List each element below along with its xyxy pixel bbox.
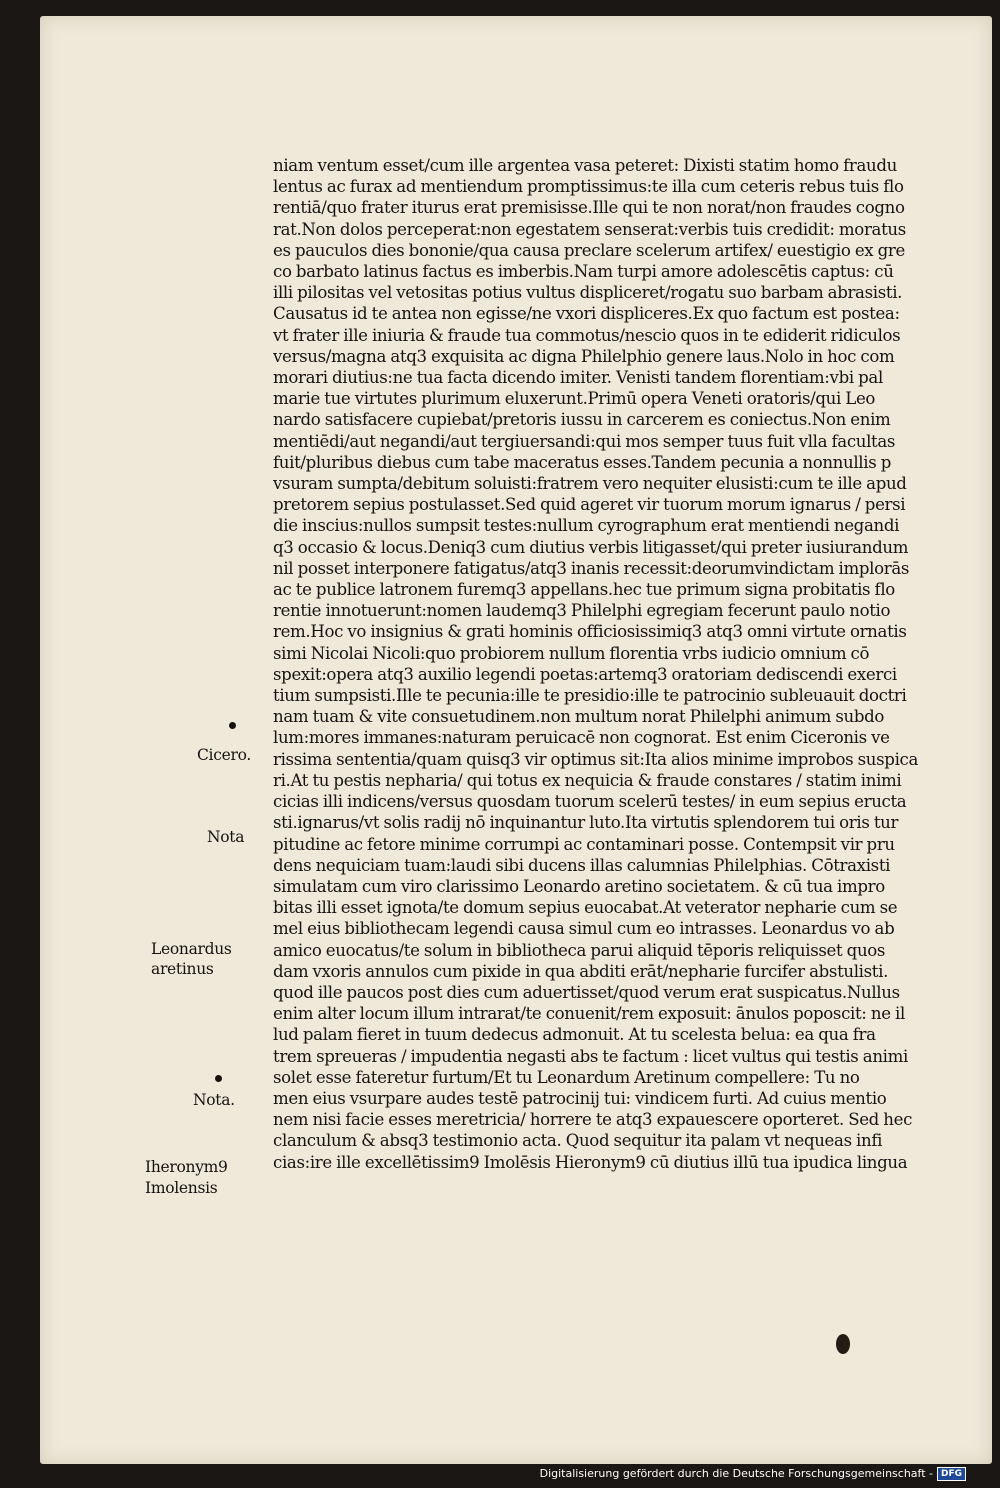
text-line: rissima sententia/quam quisq3 vir optimus sit:Ita alios minime improbos suspica: [273, 749, 919, 769]
text-line: q3 occasio & locus.Deniq3 cum diutius verbis litigasset/qui preter iusiurandum: [273, 537, 909, 557]
margin-note-imolensis: Imolensis: [145, 1179, 218, 1197]
text-line: nil posset interponere fatigatus/atq3 inanis recessit:deorumvindictam implorās: [273, 558, 910, 578]
text-line: rem.Hoc vo insignius & grati hominis officiosissimiq3 atq3 omni virtute ornatis: [273, 622, 907, 642]
text-line: rentiā/quo frater iturus erat premisisse.Ille qui te non norat/non fraudes cogno: [273, 198, 905, 218]
margin-note-nota: Nota: [207, 828, 245, 846]
text-line: Causatus id te antea non egisse/ne vxori displiceres.Ex quo factum est postea:: [273, 304, 900, 324]
margin-note-leonardus: Leonardus: [151, 940, 232, 958]
text-line: enim alter locum illum intrarat/te conuenit/rem exposuit: ānulos poposcit: ne il: [273, 1004, 905, 1024]
text-line: dam vxoris annulos cum pixide in qua abditi erāt/nepharie furcifer abstulisti.: [273, 961, 889, 981]
text-line: lud palam fieret in tuum dedecus admonuit. At tu scelesta belua: ea qua fra: [273, 1025, 876, 1045]
text-line: trem spreueras / impudentia negasti abs te factum : licet vultus qui testis animi: [273, 1046, 908, 1066]
text-line: simulatam cum viro clarissimo Leonardo aretino societatem. & cū tua impro: [273, 876, 885, 896]
margin-note-hieronymus: Iheronym9: [145, 1158, 228, 1176]
text-line: rentie innotuerunt:nomen laudemq3 Philelphi egregiam fecerunt paulo notio: [273, 601, 891, 621]
text-line: rat.Non dolos perceperat:non egestatem senserat:verbis tuis credidit: moratus: [273, 219, 906, 239]
text-line: illi pilositas vel vetositas potius vultus displiceret/rogatu suo barbam abrasisti.: [273, 283, 903, 303]
ink-blot-mark: [836, 1334, 850, 1354]
text-line: lum:mores immanes:naturam peruicacē non cognorat. Est enim Ciceronis ve: [273, 728, 890, 748]
margin-note-aretinus: aretinus: [151, 960, 214, 978]
footer-credit: [540, 1467, 966, 1481]
text-line: fuit/pluribus diebus cum tabe maceratus esses.Tandem pecunia a nonnullis p: [273, 452, 891, 472]
text-line: simi Nicolai Nicoli:quo probiorem nullum florentia vrbs iudicio omnium cō: [273, 643, 870, 663]
text-line: vt frater ille iniuria & fraude tua commotus/nescio quos in te ediderit ridiculos: [273, 325, 901, 345]
margin-note-cicero: Cicero.: [197, 746, 251, 764]
text-line: quod ille paucos post dies cum aduertisset/quod verum erat suspicatus.Nullus: [273, 982, 900, 1002]
text-line: niam ventum esset/cum ille argentea vasa peteret: Dixisti statim homo fraudu: [273, 156, 898, 175]
text-line: clanculum & absq3 testimonio acta. Quod sequitur ita palam vt nequeas infi: [273, 1131, 883, 1151]
footer-text: Digitalisierung gefördert durch die Deutsche Forschungsgemeinschaft -: [539, 1467, 933, 1480]
text-line: marie tue virtutes plurimum eluxerunt.Primū opera Veneti oratoris/qui Leo: [273, 389, 876, 409]
text-line: tium sumpsisti.Ille te pecunia:ille te presidio:ille te patrocinio subleuauit doctri: [273, 686, 907, 706]
text-line: cicias illi indicens/versus quosdam tuorum scelerū testes/ in eum sepius eructa: [273, 792, 907, 812]
dfg-logo: DFG: [937, 1467, 966, 1481]
text-line: versus/magna atq3 exquisita ac digna Philelphio genere laus.Nolo in hoc com: [273, 346, 895, 366]
text-line: die inscius:nullos sumpsit testes:nullum cyrographum erat mentiendi negandi: [273, 516, 900, 536]
text-line: nam tuam & vite consuetudinem.non multum norat Philelphi animum subdo: [273, 707, 885, 727]
text-line: vsuram sumpta/debitum soluisti:fratrem vero nequiter elusisti:cum te ille apud: [273, 474, 907, 494]
text-line: nardo satisfacere cupiebat/pretoris iussu in carcerem es coniectus.Non enim: [273, 410, 891, 430]
text-line: co barbato latinus factus es imberbis.Nam turpi amore adolescētis captus: cū: [273, 262, 894, 282]
text-line: spexit:opera atq3 auxilio legendi poetas:artemq3 oratoriam dediscendi exerci: [273, 664, 897, 684]
text-line: lentus ac furax ad mentiendum promptissimus:te illa cum ceteris rebus tuis flo: [273, 177, 904, 197]
text-line: sti.ignarus/vt solis radij nō inquinantur luto.Ita virtutis splendorem tui oris tur: [273, 813, 899, 833]
text-line: ac te publice latronem furemq3 appellans.hec tue primum signa probitatis flo: [273, 580, 895, 600]
text-line: bitas illi esset ignota/te domum sepius euocabat.At veterator nepharie cum se: [273, 898, 898, 918]
text-line: mel eius bibliothecam legendi causa simul cum eo intrasses. Leonardus vo ab: [273, 919, 895, 939]
text-line: mentiēdi/aut negandi/aut tergiuersandi:qui mos semper tuus fuit vlla facultas: [273, 431, 896, 451]
text-line: pretorem sepius postulasset.Sed quid ageret vir tuorum morum ignarus / persi: [273, 495, 906, 515]
margin-bullet-mark: [229, 722, 236, 729]
text-line: cias:ire ille excellētissim9 Imolēsis Hieronym9 cū diutius illū tua ipudica lingua: [273, 1152, 908, 1172]
text-line: amico euocatus/te solum in bibliotheca parui aliquid tēporis reliquisset quos: [273, 940, 886, 960]
margin-bullet-mark: [215, 1075, 222, 1082]
text-line: solet esse fateretur furtum/Et tu Leonardum Aretinum compellere: Tu no: [273, 1067, 860, 1087]
text-line: dens nequiciam tuam:laudi sibi ducens illas calumnias Philelphias. Cōtraxisti: [273, 855, 891, 875]
main-text-block: [273, 155, 938, 1173]
text-line: ri.At tu pestis nepharia/ qui totus ex nequicia & fraude constares / statim inimi: [273, 770, 902, 790]
margin-note-nota-2: Nota.: [193, 1091, 235, 1109]
text-line: pitudine ac fetore minime corrumpi ac contaminari posse. Contempsit vir pru: [273, 834, 895, 854]
text-line: morari diutius:ne tua facta dicendo imiter. Venisti tandem florentiam:vbi pal: [273, 368, 883, 388]
text-line: nem nisi facie esses meretricia/ horrere te atq3 expauescere oporteret. Sed hec: [273, 1110, 913, 1130]
text-line: es pauculos dies bononie/qua causa preclare scelerum artifex/ euestigio ex gre: [273, 240, 905, 260]
text-line: men eius vsurpare audes testē patrocinij tui: vindicem furti. Ad cuius mentio: [273, 1088, 887, 1108]
